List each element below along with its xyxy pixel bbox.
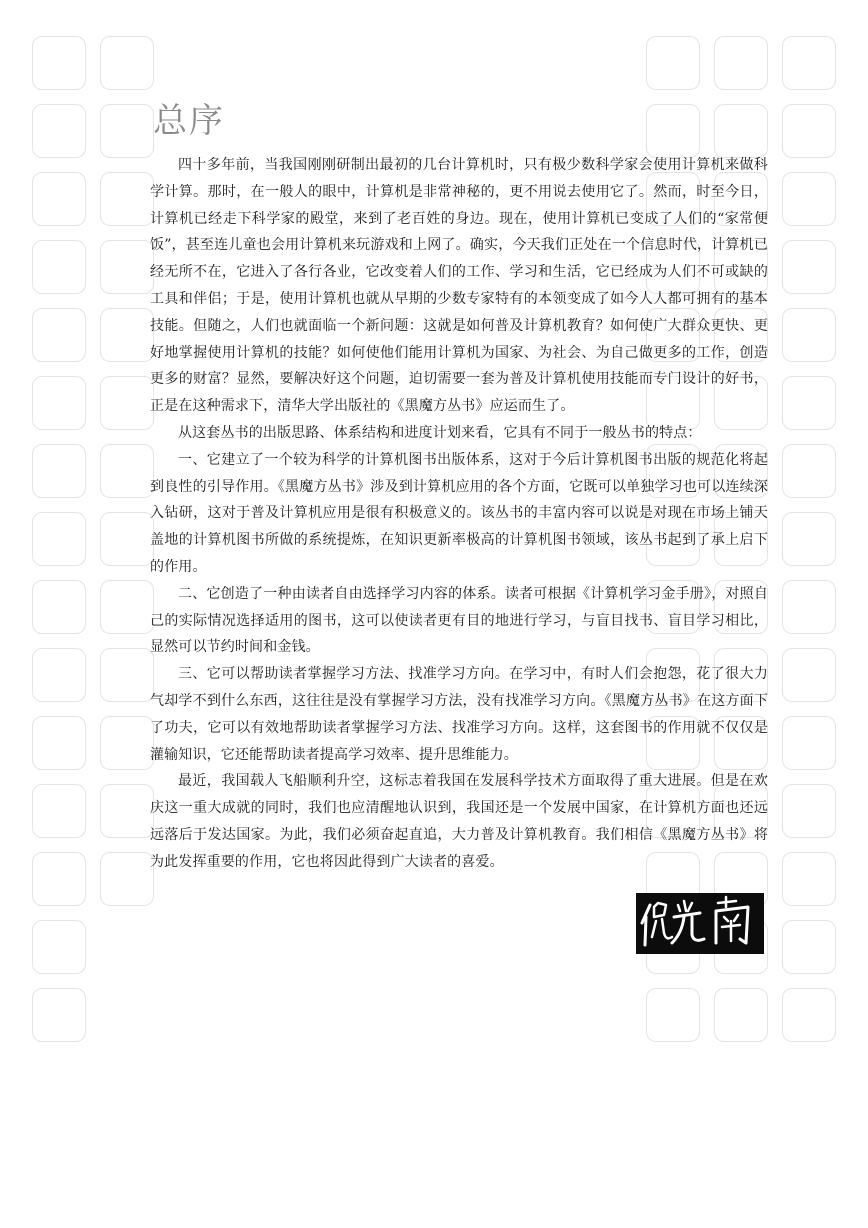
- paragraph: 三、它可以帮助读者掌握学习方法、找准学习方向。在学习中，有时人们会抱怨，花了很大力气却学不到什么东西，这往往是没有掌握学习方法，没有找准学习方向。《黑魔方丛书》在这方面下了功夫，它可以有效地帮助读者掌握学习方法、找准学习方向。这样，这套图书的作用就不仅仅是灌输知识，它还能帮助读者提高学习效率、提升思维能力。: [150, 666, 768, 763]
- decorative-tile: [782, 308, 836, 362]
- decorative-tile: [100, 852, 154, 906]
- decorative-tile: [782, 172, 836, 226]
- decorative-tile: [782, 920, 836, 974]
- page-title: 总序: [153, 101, 225, 141]
- decorative-tile: [32, 104, 86, 158]
- decorative-tile: [782, 512, 836, 566]
- decorative-tile: [100, 580, 154, 634]
- paragraph: 从这套丛书的出版思路、体系结构和进度计划来看，它具有不同于一般丛书的特点：: [178, 424, 702, 441]
- decorative-tile: [32, 172, 86, 226]
- decorative-tile: [100, 308, 154, 362]
- decorative-tile: [100, 376, 154, 430]
- decorative-tile: [782, 376, 836, 430]
- decorative-tile: [100, 240, 154, 294]
- paragraph: 一、它建立了一个较为科学的计算机图书出版体系，这对于今后计算机图书出版的规范化将起到良性的引导作用。《黑魔方丛书》涉及到计算机应用的各个方面，它既可以单独学习也可以连续深入钻研，这对于普及计算机应用是很有积极意义的。该丛书的丰富内容可以说是对现在市场上铺天盖地的计算机图书所做的系统提炼，在知识更新率极高的计算机图书领域，该丛书起到了承上启下的作用。: [150, 451, 768, 575]
- decorative-tile: [32, 444, 86, 498]
- decorative-tile: [782, 784, 836, 838]
- decorative-tile: [32, 852, 86, 906]
- decorative-tile: [32, 648, 86, 702]
- decorative-tile: [100, 172, 154, 226]
- decorative-tile: [32, 36, 86, 90]
- decorative-tile: [782, 852, 836, 906]
- decorative-tile: [714, 36, 768, 90]
- decorative-tile: [646, 104, 700, 158]
- paragraph: 二、它创造了一种由读者自由选择学习内容的体系。读者可根据《计算机学习金手册》，对照自己的实际情况选择适用的图书，这可以使读者更有目的地进行学习，与盲目找书、盲目学习相比，显然可以节约时间和金钱。: [150, 585, 768, 656]
- decorative-tile: [32, 240, 86, 294]
- paragraph: 最近，我国载人飞船顺利升空，这标志着我国在发展科学技术方面取得了重大进展。但是在欢庆这一重大成就的同时，我们也应清醒地认识到，我国还是一个发展中国家，在计算机方面也还远远落后于发达国家。为此，我们必须奋起直追，大力普及计算机教育。我们相信《黑魔方丛书》将为此发挥重要的作用，它也将因此得到广大读者的喜爱。: [150, 773, 768, 870]
- decorative-tile: [782, 988, 836, 1042]
- decorative-tile: [100, 36, 154, 90]
- signature-strokes: [636, 893, 764, 954]
- decorative-tile: [100, 104, 154, 158]
- decorative-tile: [782, 648, 836, 702]
- decorative-tile: [782, 104, 836, 158]
- decorative-tile: [32, 784, 86, 838]
- decorative-tile: [100, 716, 154, 770]
- paragraph: 四十多年前，当我国刚刚研制出最初的几台计算机时，只有极少数科学家会使用计算机来做科学计算。那时，在一般人的眼中，计算机是非常神秘的，更不用说去使用它了。然而，时至今日，计算机已经走下科学家的殿堂，来到了老百姓的身边。现在，使用计算机已变成了人们的“家常便饭”，甚至连儿童也会用计算机来玩游戏和上网了。确实，今天我们正处在一个信息时代，计算机已经无所不在，它进入了各行各业，它改变着人们的工作、学习和生活，它已经成为人们不可或缺的工具和伴侣；于是，使用计算机也就从早期的少数专家特有的本领变成了如今人人都可拥有的基本技能。但随之，人们也就面临一个新问题：这就是如何普及计算机教育？如何使广大群众更快、更好地掌握使用计算机的技能？如何使他们能用计算机为国家、为社会、为自己做更多的工作，创造更多的财富？显然，要解决好这个问题，迫切需要一套为普及计算机使用技能而专门设计的好书，正是在这种需求下，清华大学出版社的《黑魔方丛书》应运而生了。: [150, 157, 768, 415]
- decorative-tile: [32, 716, 86, 770]
- decorative-tile: [646, 988, 700, 1042]
- decorative-tile: [782, 240, 836, 294]
- decorative-tile: [714, 988, 768, 1042]
- decorative-tile: [32, 580, 86, 634]
- decorative-tile: [782, 36, 836, 90]
- decorative-tile: [100, 512, 154, 566]
- handwritten-signature: [636, 893, 764, 954]
- decorative-tile: [32, 376, 86, 430]
- body-text: [150, 152, 768, 876]
- decorative-tile: [782, 444, 836, 498]
- decorative-tile: [100, 648, 154, 702]
- decorative-tile: [782, 580, 836, 634]
- decorative-tile: [100, 444, 154, 498]
- decorative-tile: [32, 512, 86, 566]
- decorative-tile: [646, 36, 700, 90]
- decorative-tile: [782, 716, 836, 770]
- decorative-tile: [32, 988, 86, 1042]
- decorative-tile: [32, 920, 86, 974]
- decorative-tile: [32, 308, 86, 362]
- decorative-tile: [714, 104, 768, 158]
- decorative-tile: [100, 784, 154, 838]
